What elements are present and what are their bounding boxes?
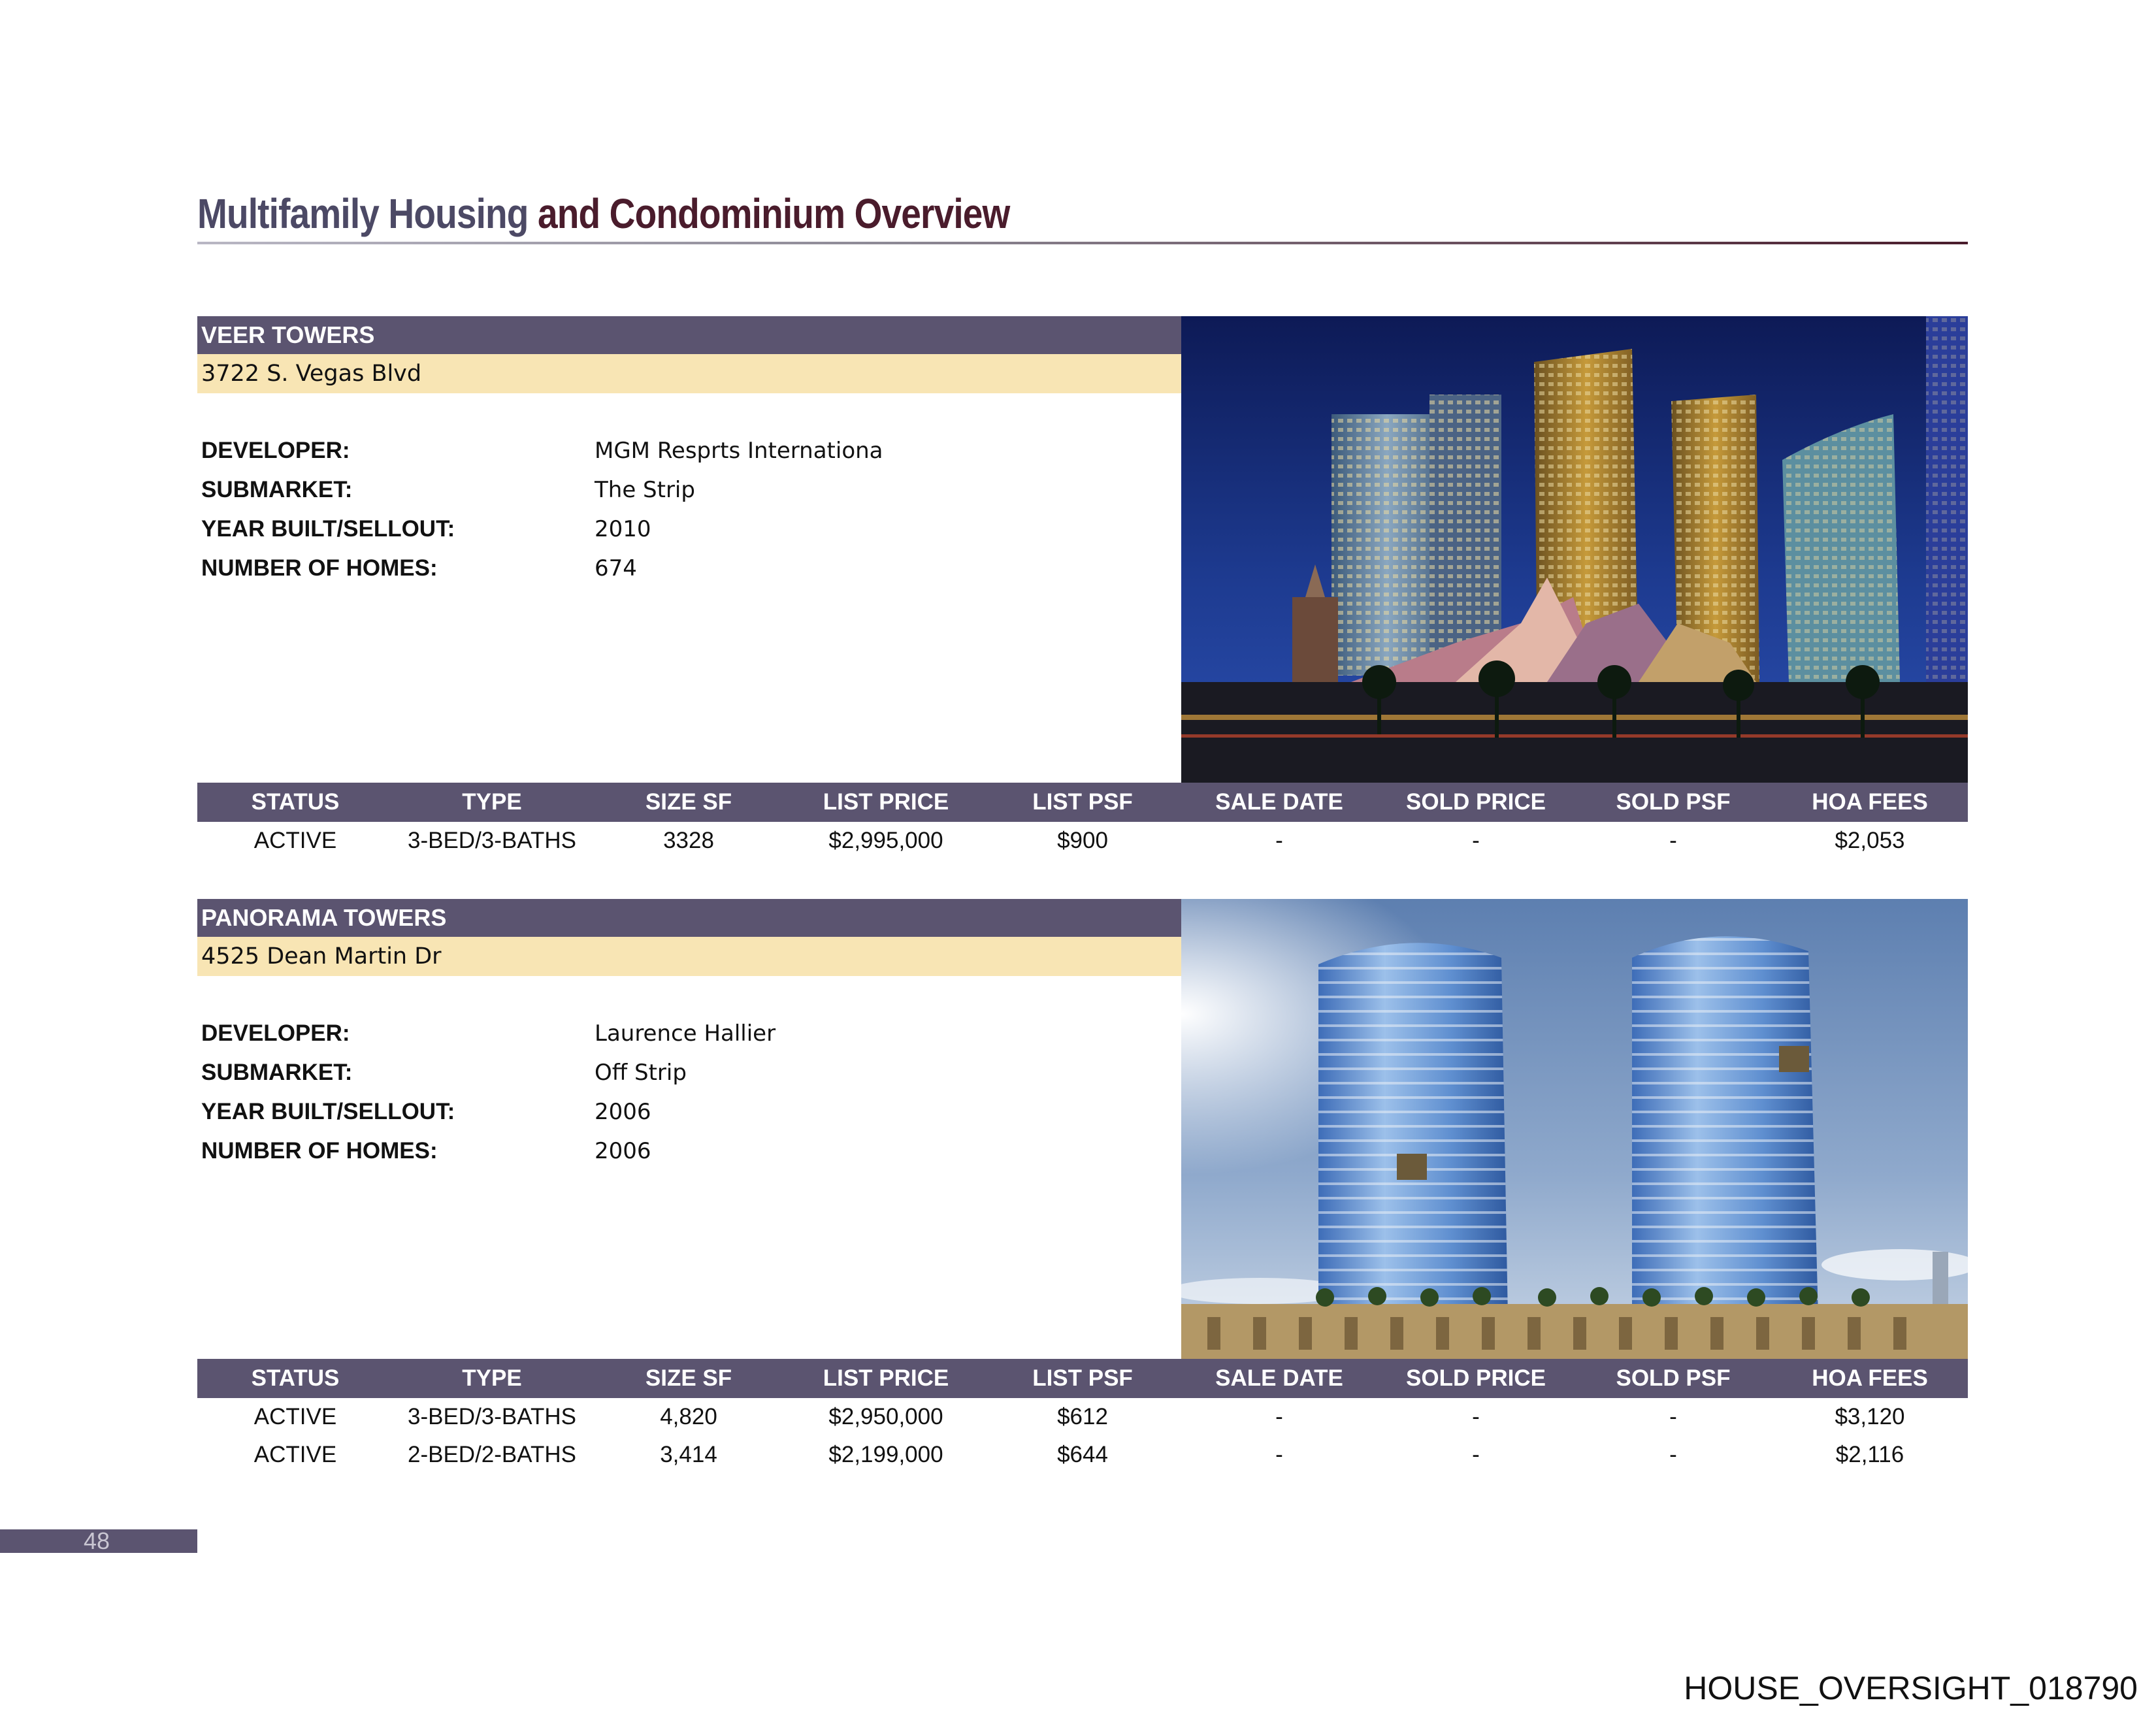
cell-hoa-fees: $2,116 xyxy=(1835,1442,1904,1467)
table-header xyxy=(197,1359,1968,1398)
cell-list-price: $2,995,000 xyxy=(828,828,943,853)
cell-list-psf: $644 xyxy=(1057,1442,1108,1467)
detail-value: MGM Resprts Internationa xyxy=(595,438,883,464)
cell-sale-date: - xyxy=(1275,828,1283,853)
property-address: 3722 S. Vegas Blvd xyxy=(197,354,1181,393)
col-header-status: STATUS xyxy=(251,1365,340,1391)
property-name: VEER TOWERS xyxy=(197,316,1181,354)
cell-sold-psf: - xyxy=(1669,828,1677,853)
detail-value: Off Strip xyxy=(595,1060,687,1086)
detail-row-developer xyxy=(201,431,1168,470)
cell-status: ACTIVE xyxy=(253,828,337,853)
col-header-sale-date: SALE DATE xyxy=(1215,789,1343,815)
detail-label: DEVELOPER: xyxy=(201,438,350,463)
cell-list-psf: $612 xyxy=(1057,1404,1108,1429)
detail-row-year-built xyxy=(201,1092,1168,1132)
cell-sale-date: - xyxy=(1275,1442,1283,1467)
detail-value: The Strip xyxy=(595,477,695,503)
table-row xyxy=(197,1436,1968,1474)
cell-size-sf: 3328 xyxy=(663,828,714,853)
bates-number: HOUSE_OVERSIGHT_018790 xyxy=(1684,1670,2138,1706)
cell-size-sf: 4,820 xyxy=(660,1404,717,1429)
cell-sold-psf: - xyxy=(1669,1404,1677,1429)
detail-label: NUMBER OF HOMES: xyxy=(201,555,438,581)
detail-row-number-of-homes xyxy=(201,549,1168,588)
cell-size-sf: 3,414 xyxy=(660,1442,717,1467)
detail-row-submarket xyxy=(201,470,1168,510)
col-header-type: TYPE xyxy=(462,1365,522,1391)
cell-status: ACTIVE xyxy=(253,1442,337,1467)
detail-label: DEVELOPER: xyxy=(201,1020,350,1046)
col-header-sold-psf: SOLD PSF xyxy=(1616,789,1731,815)
cell-hoa-fees: $2,053 xyxy=(1835,828,1905,853)
cell-status: ACTIVE xyxy=(253,1404,337,1429)
detail-value: 674 xyxy=(595,555,637,581)
cell-type: 2-BED/2-BATHS xyxy=(407,1442,577,1467)
col-header-hoa-fees: HOA FEES xyxy=(1812,1365,1928,1391)
page-title xyxy=(197,189,1009,238)
detail-row-year-built xyxy=(201,510,1168,549)
detail-row-submarket xyxy=(201,1053,1168,1092)
property-address: 4525 Dean Martin Dr xyxy=(197,937,1181,976)
col-header-sold-psf: SOLD PSF xyxy=(1616,1365,1731,1391)
col-header-type: TYPE xyxy=(462,789,522,815)
cell-type: 3-BED/3-BATHS xyxy=(407,828,577,853)
panorama-towers-photo xyxy=(1181,899,1968,1359)
col-header-sale-date: SALE DATE xyxy=(1215,1365,1343,1391)
cell-sold-price: - xyxy=(1472,1442,1480,1467)
cell-hoa-fees: $3,120 xyxy=(1835,1404,1905,1429)
table-header xyxy=(197,783,1968,822)
page-title-part1: Multifamily Housing xyxy=(197,190,529,237)
col-header-hoa-fees: HOA FEES xyxy=(1812,789,1928,815)
detail-value: 2010 xyxy=(595,516,651,542)
cell-type: 3-BED/3-BATHS xyxy=(407,1404,577,1429)
cell-sold-price: - xyxy=(1472,1404,1480,1429)
cell-sale-date: - xyxy=(1275,1404,1283,1429)
detail-label: YEAR BUILT/SELLOUT: xyxy=(201,1099,455,1124)
cell-list-price: $2,950,000 xyxy=(828,1404,943,1429)
detail-value: 2006 xyxy=(595,1138,651,1164)
page-number: 48 xyxy=(84,1527,110,1554)
detail-label: SUBMARKET: xyxy=(201,1060,353,1085)
table-row xyxy=(197,1398,1968,1436)
cell-list-psf: $900 xyxy=(1057,828,1108,853)
cell-sold-price: - xyxy=(1472,828,1480,853)
col-header-sold-price: SOLD PRICE xyxy=(1406,1365,1546,1391)
detail-row-number-of-homes xyxy=(201,1132,1168,1171)
detail-row-developer xyxy=(201,1014,1168,1053)
col-header-size-sf: SIZE SF xyxy=(645,789,732,815)
detail-label: NUMBER OF HOMES: xyxy=(201,1138,438,1164)
col-header-list-psf: LIST PSF xyxy=(1032,1365,1133,1391)
cell-sold-psf: - xyxy=(1669,1442,1677,1467)
property-name: PANORAMA TOWERS xyxy=(197,899,1181,937)
col-header-list-price: LIST PRICE xyxy=(823,789,949,815)
table-row xyxy=(197,822,1968,860)
veer-towers-photo xyxy=(1181,316,1968,783)
col-header-status: STATUS xyxy=(251,789,340,815)
page-title-part2: and Condominium Overview xyxy=(537,190,1010,237)
detail-label: YEAR BUILT/SELLOUT: xyxy=(201,516,455,542)
col-header-list-price: LIST PRICE xyxy=(823,1365,949,1391)
detail-value: 2006 xyxy=(595,1099,651,1125)
title-underline xyxy=(197,242,1968,244)
col-header-size-sf: SIZE SF xyxy=(645,1365,732,1391)
detail-label: SUBMARKET: xyxy=(201,477,353,502)
cell-list-price: $2,199,000 xyxy=(828,1442,943,1467)
col-header-sold-price: SOLD PRICE xyxy=(1406,789,1546,815)
detail-value: Laurence Hallier xyxy=(595,1020,776,1047)
col-header-list-psf: LIST PSF xyxy=(1032,789,1133,815)
